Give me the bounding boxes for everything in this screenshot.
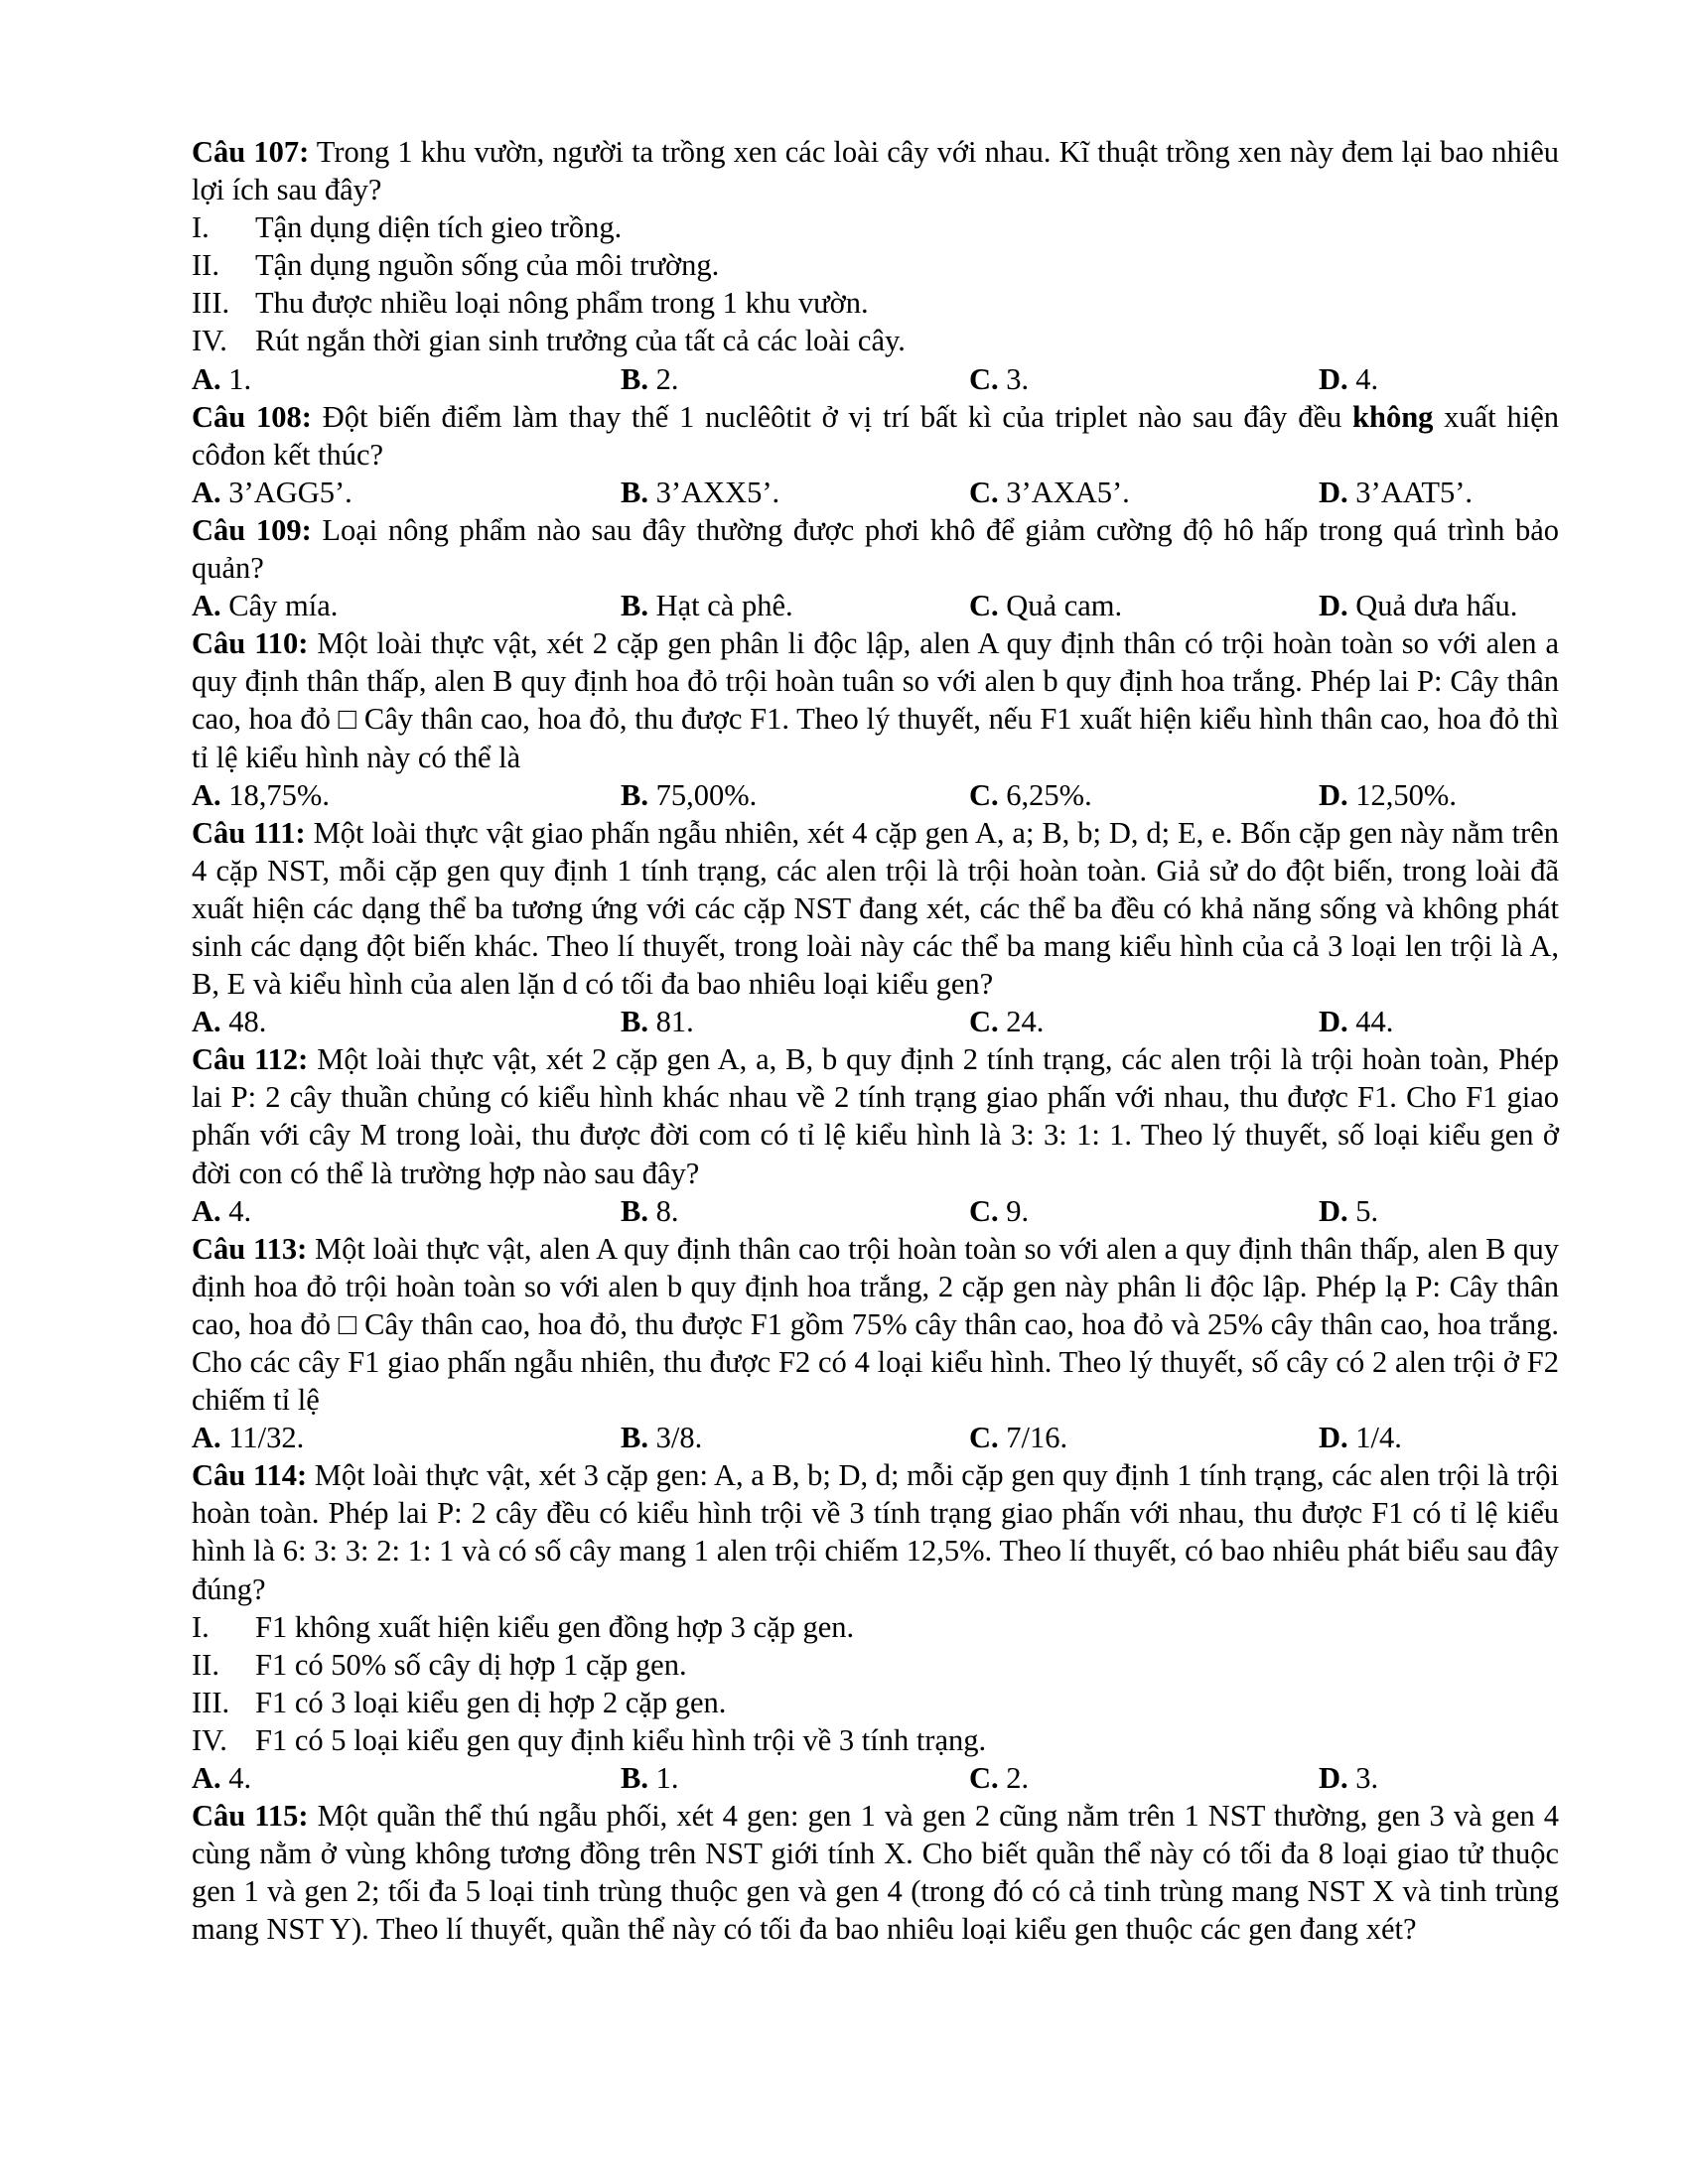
option-a <box>192 1003 621 1040</box>
option-b <box>621 474 969 511</box>
option-d <box>1319 776 1557 814</box>
option-text: Hạt cà phê. <box>647 589 793 623</box>
question-stem <box>192 624 1559 775</box>
answer-options <box>192 1419 1559 1456</box>
question-number: Câu 108: <box>192 399 312 434</box>
option-text: 44. <box>1347 1005 1394 1039</box>
question-107 <box>192 133 1559 398</box>
option-text: 1. <box>647 1761 679 1796</box>
statement-item <box>192 322 1559 359</box>
option-label: A. <box>192 777 221 812</box>
question-number: Câu 111: <box>192 815 306 850</box>
option-text: 2. <box>998 1761 1030 1796</box>
option-text: 6,25%. <box>998 777 1092 812</box>
option-label: D. <box>1319 1005 1348 1039</box>
option-label: B. <box>621 1005 648 1039</box>
option-text: 3’AAT5’. <box>1347 475 1474 509</box>
statement-text: F1 có 3 loại kiểu gen dị hợp 2 cặp gen. <box>255 1685 727 1719</box>
option-label: D. <box>1319 361 1348 396</box>
option-text: 2. <box>647 361 679 396</box>
option-b <box>621 1003 969 1040</box>
option-label: B. <box>621 1761 648 1796</box>
option-label: A. <box>192 1193 221 1228</box>
option-text: 3’AXA5’. <box>998 475 1130 509</box>
option-text: 3. <box>998 361 1030 396</box>
question-text: Đột biến điểm làm thay thế 1 nuclêôtit ở vị trí bất kì của triplet nào sau đây đều <box>311 399 1353 434</box>
statement-item <box>192 1684 1559 1721</box>
option-label: B. <box>621 1421 648 1455</box>
option-c <box>969 474 1319 511</box>
option-c <box>969 1759 1319 1797</box>
option-text: 3/8. <box>647 1421 703 1455</box>
question-stem <box>192 1797 1559 1948</box>
option-text: 5. <box>1347 1193 1379 1228</box>
option-c <box>969 776 1319 814</box>
statement-text: Tận dụng nguồn sống của môi trường. <box>255 248 720 283</box>
option-text: 18,75%. <box>220 777 330 812</box>
question-115 <box>192 1797 1559 1948</box>
option-label: C. <box>969 1421 999 1455</box>
question-108 <box>192 398 1559 511</box>
statement-text: F1 có 5 loại kiểu gen quy định kiểu hình trội về 3 tính trạng. <box>255 1722 987 1757</box>
answer-options <box>192 1759 1559 1797</box>
option-text: 81. <box>647 1005 694 1039</box>
statement-numeral: IV. <box>192 324 227 358</box>
option-b <box>621 1419 969 1456</box>
option-label: D. <box>1319 1421 1348 1455</box>
option-label: D. <box>1319 777 1348 812</box>
answer-options <box>192 360 1559 398</box>
question-stem <box>192 511 1559 587</box>
statement-text: F1 có 50% số cây dị hợp 1 cặp gen. <box>255 1647 687 1682</box>
option-d <box>1319 474 1557 511</box>
option-c <box>969 587 1319 624</box>
answer-options <box>192 587 1559 624</box>
option-label: C. <box>969 589 999 623</box>
option-d <box>1319 1003 1557 1040</box>
option-text: 11/32. <box>220 1421 305 1455</box>
option-b <box>621 360 969 398</box>
statement-item <box>192 1646 1559 1684</box>
option-text: 8. <box>647 1193 679 1228</box>
statement-item <box>192 246 1559 284</box>
option-d <box>1319 1192 1557 1230</box>
question-stem <box>192 1230 1559 1419</box>
question-text: Loại nông phẩm nào sau đây thường được phơi khô để giảm cường độ hô hấp trong quá trình bảo quản? <box>192 512 1559 586</box>
question-stem <box>192 133 1559 208</box>
option-b <box>621 1759 969 1797</box>
question-111 <box>192 814 1559 1041</box>
option-label: D. <box>1319 1193 1348 1228</box>
option-c <box>969 1003 1319 1040</box>
statement-text: Thu được nhiều loại nông phẩm trong 1 khu vườn. <box>255 286 869 321</box>
option-text: 24. <box>998 1005 1045 1039</box>
statement-item <box>192 1608 1559 1646</box>
statement-numeral: I. <box>192 210 210 245</box>
option-text: 1/4. <box>1347 1421 1402 1455</box>
option-label: C. <box>969 361 999 396</box>
option-a <box>192 474 621 511</box>
option-d <box>1319 1759 1557 1797</box>
question-text: Một loài thực vật, xét 2 cặp gen phân li độc lập, alen A quy định thân có trội hoàn toàn so với alen a quy định thân thấp, alen B quy định hoa đỏ trội hoàn tuân so với alen b quy định hoa trắng. Phép lai P: Cây thân cao, hoa đỏ □ Cây thân cao, hoa đỏ, thu được F1. Theo lý thuyết, nếu F1 xuất hiện kiểu hình thân cao, hoa đỏ thì tỉ lệ kiểu hình này có thể là <box>192 626 1560 774</box>
option-b <box>621 776 969 814</box>
option-text: 4. <box>220 1193 252 1228</box>
option-label: A. <box>192 361 221 396</box>
option-text: 75,00%. <box>647 777 758 812</box>
option-text: 7/16. <box>998 1421 1068 1455</box>
question-110 <box>192 624 1559 813</box>
option-text: Cây mía. <box>220 589 339 623</box>
option-text: 4. <box>1347 361 1379 396</box>
option-c <box>969 1192 1319 1230</box>
question-text: Một loài thực vật, alen A quy định thân cao trội hoàn toàn so với alen a quy định thân thấp, alen B quy định hoa đỏ trội hoàn toàn so với alen b quy định hoa trắng, 2 cặp gen này phân li độc lập. Phép lạ P: Cây thân cao, hoa đỏ □ Cây thân cao, hoa đỏ, thu được F1 gồm 75% cây thân cao, hoa đỏ và 25% cây thân cao, hoa trắng. Cho các cây F1 giao phấn ngẫu nhiên, thu được F2 có 4 loại kiểu hình. Theo lý thuyết, số cây có 2 alen trội ở F2 chiếm tỉ lệ <box>192 1231 1560 1418</box>
option-label: D. <box>1319 1761 1348 1796</box>
question-number: Câu 113: <box>192 1231 308 1266</box>
option-c <box>969 360 1319 398</box>
question-text-end: xuất hiện côđon kết thúc? <box>192 399 1559 472</box>
option-a <box>192 1759 621 1797</box>
question-109 <box>192 511 1559 624</box>
question-stem <box>192 398 1559 474</box>
option-text: Quả cam. <box>998 589 1123 623</box>
question-text: Trong 1 khu vườn, người ta trồng xen các loài cây với nhau. Kĩ thuật trồng xen này đem lại bao nhiêu lợi ích sau đây? <box>192 135 1559 207</box>
question-number: Câu 114: <box>192 1458 308 1493</box>
option-a <box>192 776 621 814</box>
option-label: B. <box>621 475 648 509</box>
option-label: B. <box>621 777 648 812</box>
option-label: C. <box>969 777 999 812</box>
option-b <box>621 1192 969 1230</box>
statement-text: F1 không xuất hiện kiểu gen đồng hợp 3 cặp gen. <box>255 1609 855 1644</box>
question-text: Một loài thực vật giao phấn ngẫu nhiên, xét 4 cặp gen A, a; B, b; D, d; E, e. Bốn cặp gen này nằm trên 4 cặp NST, mỗi cặp gen quy định 1 tính trạng, các alen trội là trội hoàn toàn. Giả sử do đột biến, trong loài đã xuất hiện các dạng thể ba tương ứng với các cặp NST đang xét, các thể ba đều có khả năng sống và không phát sinh các dạng đột biến khác. Theo lí thuyết, trong loài này các thể ba mang kiểu hình của cả 3 loại len trội là A, B, E và kiểu hình của alen lặn d có tối đa bao nhiêu loại kiểu gen? <box>192 815 1559 1002</box>
statement-text: Tận dụng diện tích gieo trồng. <box>255 210 623 245</box>
answer-options <box>192 1003 1559 1040</box>
option-label: D. <box>1319 475 1348 509</box>
answer-options <box>192 474 1559 511</box>
emphasis-keyword: không <box>1352 399 1434 434</box>
option-a <box>192 1192 621 1230</box>
option-label: C. <box>969 475 999 509</box>
option-label: C. <box>969 1761 999 1796</box>
statement-numeral: IV. <box>192 1722 227 1757</box>
statement-text: Rút ngắn thời gian sinh trưởng của tất cả các loài cây. <box>255 324 906 358</box>
option-text: 9. <box>998 1193 1030 1228</box>
question-text: Một loài thực vật, xét 2 cặp gen A, a, B, b quy định 2 tính trạng, các alen trội là trội hoàn toàn, Phép lai P: 2 cây thuần chủng có kiểu hình khác nhau về 2 tính trạng giao phấn với nhau, thu được F1. Cho F1 giao phấn với cây M trong loài, thu được đời com có tỉ lệ kiểu hình là 3: 3: 1: 1. Theo lý thuyết, số loại kiểu gen ở đời con có thể là trường hợp nào sau đây? <box>192 1042 1560 1190</box>
option-a <box>192 360 621 398</box>
statement-numeral: III. <box>192 1685 230 1719</box>
question-number: Câu 110: <box>192 626 309 661</box>
option-label: A. <box>192 589 221 623</box>
exam-page <box>192 133 1559 1949</box>
option-text: 4. <box>220 1761 252 1796</box>
option-c <box>969 1419 1319 1456</box>
option-label: C. <box>969 1005 999 1039</box>
option-text: 12,50%. <box>1347 777 1457 812</box>
option-label: D. <box>1319 589 1348 623</box>
option-d <box>1319 360 1557 398</box>
question-stem <box>192 814 1559 1003</box>
question-number: Câu 112: <box>192 1042 309 1077</box>
option-text: 3’AXX5’. <box>647 475 780 509</box>
option-a <box>192 587 621 624</box>
statement-item <box>192 1721 1559 1759</box>
option-label: A. <box>192 1761 221 1796</box>
question-number: Câu 107: <box>192 135 310 169</box>
question-113 <box>192 1230 1559 1457</box>
option-d <box>1319 587 1557 624</box>
question-stem <box>192 1456 1559 1607</box>
question-112 <box>192 1040 1559 1229</box>
option-b <box>621 587 969 624</box>
option-text: 1. <box>220 361 252 396</box>
question-text: Một loài thực vật, xét 3 cặp gen: A, a B, b; D, d; mỗi cặp gen quy định 1 tính trạng, các alen trội là trội hoàn toàn. Phép lai P: 2 cây đều có kiểu hình trội về 3 tính trạng giao phấn với nhau, thu được F1 có tỉ lệ kiểu hình là 6: 3: 3: 2: 1: 1 và có số cây mang 1 alen trội chiếm 12,5%. Theo lí thuyết, có bao nhiêu phát biểu sau đây đúng? <box>192 1458 1559 1606</box>
option-label: A. <box>192 475 221 509</box>
answer-options <box>192 1192 1559 1230</box>
option-d <box>1319 1419 1557 1456</box>
statement-numeral: II. <box>192 1647 219 1682</box>
option-text: 3’AGG5’. <box>220 475 352 509</box>
option-label: A. <box>192 1005 221 1039</box>
question-text: Một quần thể thú ngẫu phối, xét 4 gen: gen 1 và gen 2 cũng nằm trên 1 NST thường, gen 3 và gen 4 cùng nằm ở vùng không tương đồng trên NST giới tính X. Cho biết quần thể này có tối đa 8 loại giao tử thuộc gen 1 và gen 2; tối đa 5 loại tinh trùng thuộc gen và gen 4 (trong đó có cả tinh trùng mang NST X và tinh trùng mang NST Y). Theo lí thuyết, quần thể này có tối đa bao nhiêu loại kiểu gen thuộc các gen đang xét? <box>192 1799 1559 1947</box>
statement-item <box>192 208 1559 246</box>
option-label: A. <box>192 1421 221 1455</box>
answer-options <box>192 776 1559 814</box>
option-label: C. <box>969 1193 999 1228</box>
option-label: B. <box>621 589 648 623</box>
statement-numeral: II. <box>192 248 219 283</box>
option-text: 48. <box>220 1005 267 1039</box>
option-label: B. <box>621 361 648 396</box>
statement-numeral: I. <box>192 1609 210 1644</box>
option-text: 3. <box>1347 1761 1379 1796</box>
option-a <box>192 1419 621 1456</box>
statement-numeral: III. <box>192 286 230 321</box>
option-text: Quả dưa hấu. <box>1347 589 1518 623</box>
question-114 <box>192 1456 1559 1797</box>
statement-item <box>192 284 1559 322</box>
option-label: B. <box>621 1193 648 1228</box>
question-number: Câu 109: <box>192 512 312 547</box>
question-stem <box>192 1040 1559 1191</box>
question-number: Câu 115: <box>192 1799 309 1834</box>
